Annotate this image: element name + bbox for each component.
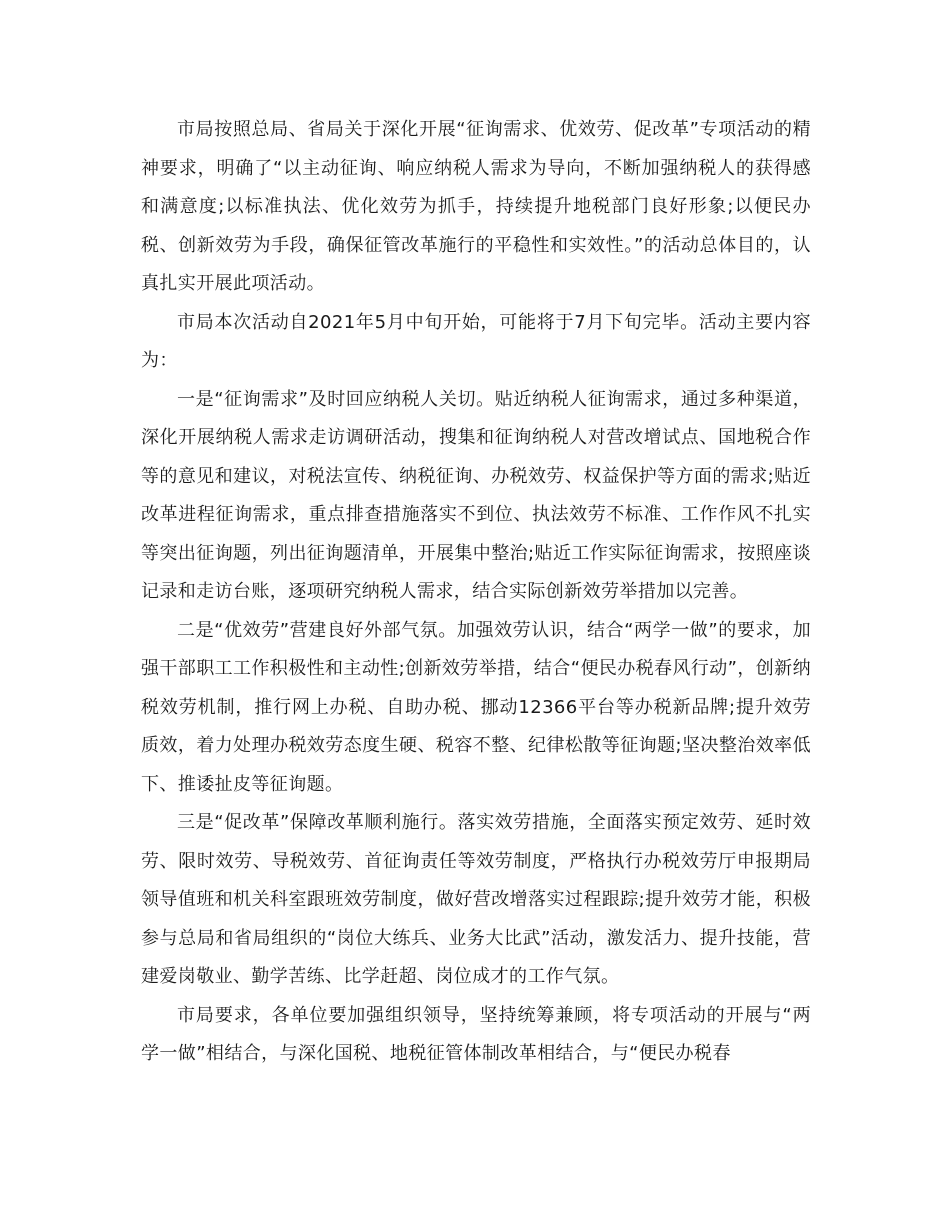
paragraph-activity-goal: 市局按照总局、省局关于深化开展“征询需求、优效劳、促改革”专项活动的精神要求，明确了“以主动征询、响应纳税人需求为导向，不断加强纳税人的获得感和满意度;以标准执法、优化效劳为抓手，持续提升地税部门良好形象;以便民办税、创新效劳为手段，确保征管改革施行的平稳性和实效性。”的活动总体目的，认真扎实开展此项活动。 [141,119,811,294]
paragraph-consult-needs: 一是“征询需求”及时回应纳税人关切。贴近纳税人征询需求，通过多种渠道，深化开展纳税人需求走访调研活动，搜集和征询纳税人对营改增试点、国地税合作等的意见和建议，对税法宣传、纳税征询、办税效劳、权益保护等方面的需求;贴近改革进程征询需求，重点排查措施落实不到位、执法效劳不标准、工作作风不扎实等突出征询题，列出征询题清单，开展集中整治;贴近工作实际征询需求，按照座谈记录和走访台账，逐项研究纳税人需求，结合实际创新效劳举措加以完善。 [141,388,811,602]
paragraph-activity-schedule: 市局本次活动自2021年5月中旬开始，可能将于7月下旬完毕。活动主要内容为： [141,311,811,371]
paragraph-requirements: 市局要求，各单位要加强组织领导，坚持统筹兼顾，将专项活动的开展与“两学一做”相结合，与深化国税、地税征管体制改革相结合，与“便民办税春 [141,1004,811,1064]
document-body [141,111,811,1074]
paragraph-promote-reform: 三是“促改革”保障改革顺利施行。落实效劳措施，全面落实预定效劳、延时效劳、限时效劳、导税效劳、首征询责任等效劳制度，严格执行办税效劳厅申报期局领导值班和机关科室跟班效劳制度，做好营改增落实过程跟踪;提升效劳才能，积极参与总局和省局组织的“岗位大练兵、业务大比武”活动，激发活力、提升技能，营建爱岗敬业、勤学苦练、比学赶超、岗位成才的工作气氛。 [141,812,811,987]
paragraph-optimize-service: 二是“优效劳”营建良好外部气氛。加强效劳认识，结合“两学一做”的要求，加强干部职工工作积极性和主动性;创新效劳举措，结合“便民办税春风行动”，创新纳税效劳机制，推行网上办税、自助办税、挪动12366平台等办税新品牌;提升效劳质效，着力处理办税效劳态度生硬、税容不整、纪律松散等征询题;坚决整治效率低下、推诿扯皮等征询题。 [141,619,811,795]
